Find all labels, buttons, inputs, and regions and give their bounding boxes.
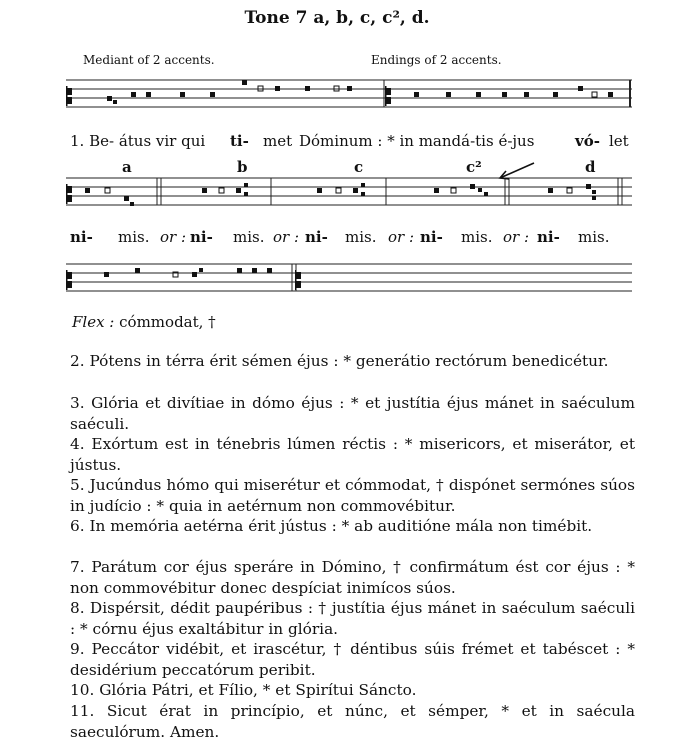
staff1-text-b: ti- (230, 132, 249, 150)
flex-label: Flex : (72, 313, 115, 331)
ending-c2-or: or : (388, 228, 415, 246)
verse-8: 8. Dispérsit, dédit paupéribus : † justítia éjus mánet in saéculum saéculi : * córnu éjus exaltábitur in glória. (70, 599, 635, 638)
ending-c-ni: ni- (305, 228, 328, 246)
staff1-text-f: let (609, 132, 629, 150)
ending-letter-a: a (122, 158, 132, 176)
ending-letter-c: c (354, 158, 364, 176)
ending-d-ni: ni- (537, 228, 560, 246)
ending-a-ni: ni- (70, 228, 93, 246)
ending-a-mis: mis. (118, 228, 150, 246)
staff1-text-e: vó- (575, 132, 600, 150)
staff1-text-d: Dóminum : * in mandá-tis é-jus (299, 132, 535, 150)
ending-c2-ni: ni- (420, 228, 443, 246)
ending-letter-b: b (237, 158, 248, 176)
staff1-text-c: met (263, 132, 293, 150)
ending-b-mis: mis. (233, 228, 265, 246)
verse-4: 4. Exórtum est in ténebris lúmen réctis : * misericors, et miserátor, et jústus. (70, 435, 635, 474)
mediant-caption: Mediant of 2 accents. (83, 53, 215, 67)
verse-11: 11. Sicut érat in princípio, et núnc, et sémper, * et in saécula saeculórum. Amen. (70, 702, 635, 741)
ending-b-or: or : (160, 228, 187, 246)
ending-c-mis: mis. (345, 228, 377, 246)
ending-d-mis: mis. (578, 228, 610, 246)
ending-c-or: or : (273, 228, 300, 246)
page-title: Tone 7 a, b, c, c², d. (244, 8, 430, 28)
ending-c2-mis: mis. (461, 228, 493, 246)
verse-6: 6. In memória aetérna érit jústus : * ab auditióne mála non timébit. (70, 517, 593, 535)
verse-2: 2. Pótens in térra érit sémen éjus : * generátio rectórum benedicétur. (70, 352, 609, 370)
flex-text: cómmodat, † (119, 313, 216, 331)
ending-b-ni: ni- (190, 228, 213, 246)
ending-letter-c2: c² (466, 158, 482, 176)
staff1-text-a: 1. Be- átus vir qui (70, 132, 206, 150)
verse-5: 5. Jucúndus hómo qui miserétur et cómmodat, † dispónet sermónes súos in judício : * quia in aetérnum non commovébitur. (70, 476, 635, 515)
ending-d-or: or : (503, 228, 530, 246)
verse-3: 3. Glória et divítiae in dómo éjus : * et justítia éjus mánet in saéculum saéculi. (70, 394, 635, 433)
ending-letter-d: d (585, 158, 596, 176)
verse-7: 7. Parátum cor éjus speráre in Dómino, † confirmátum ést cor éjus : * non commovébitur donec despíciat inimícos súos. (70, 558, 635, 597)
verse-9: 9. Peccátor vidébit, et irascétur, † déntibus súis frémet et tabéscet : * desidérium peccatórum peribit. (70, 640, 635, 679)
flex-line (72, 313, 216, 331)
endings-caption: Endings of 2 accents. (371, 53, 502, 67)
verse-10: 10. Glória Pátri, et Fílio, * et Spirítui Sáncto. (70, 681, 417, 699)
